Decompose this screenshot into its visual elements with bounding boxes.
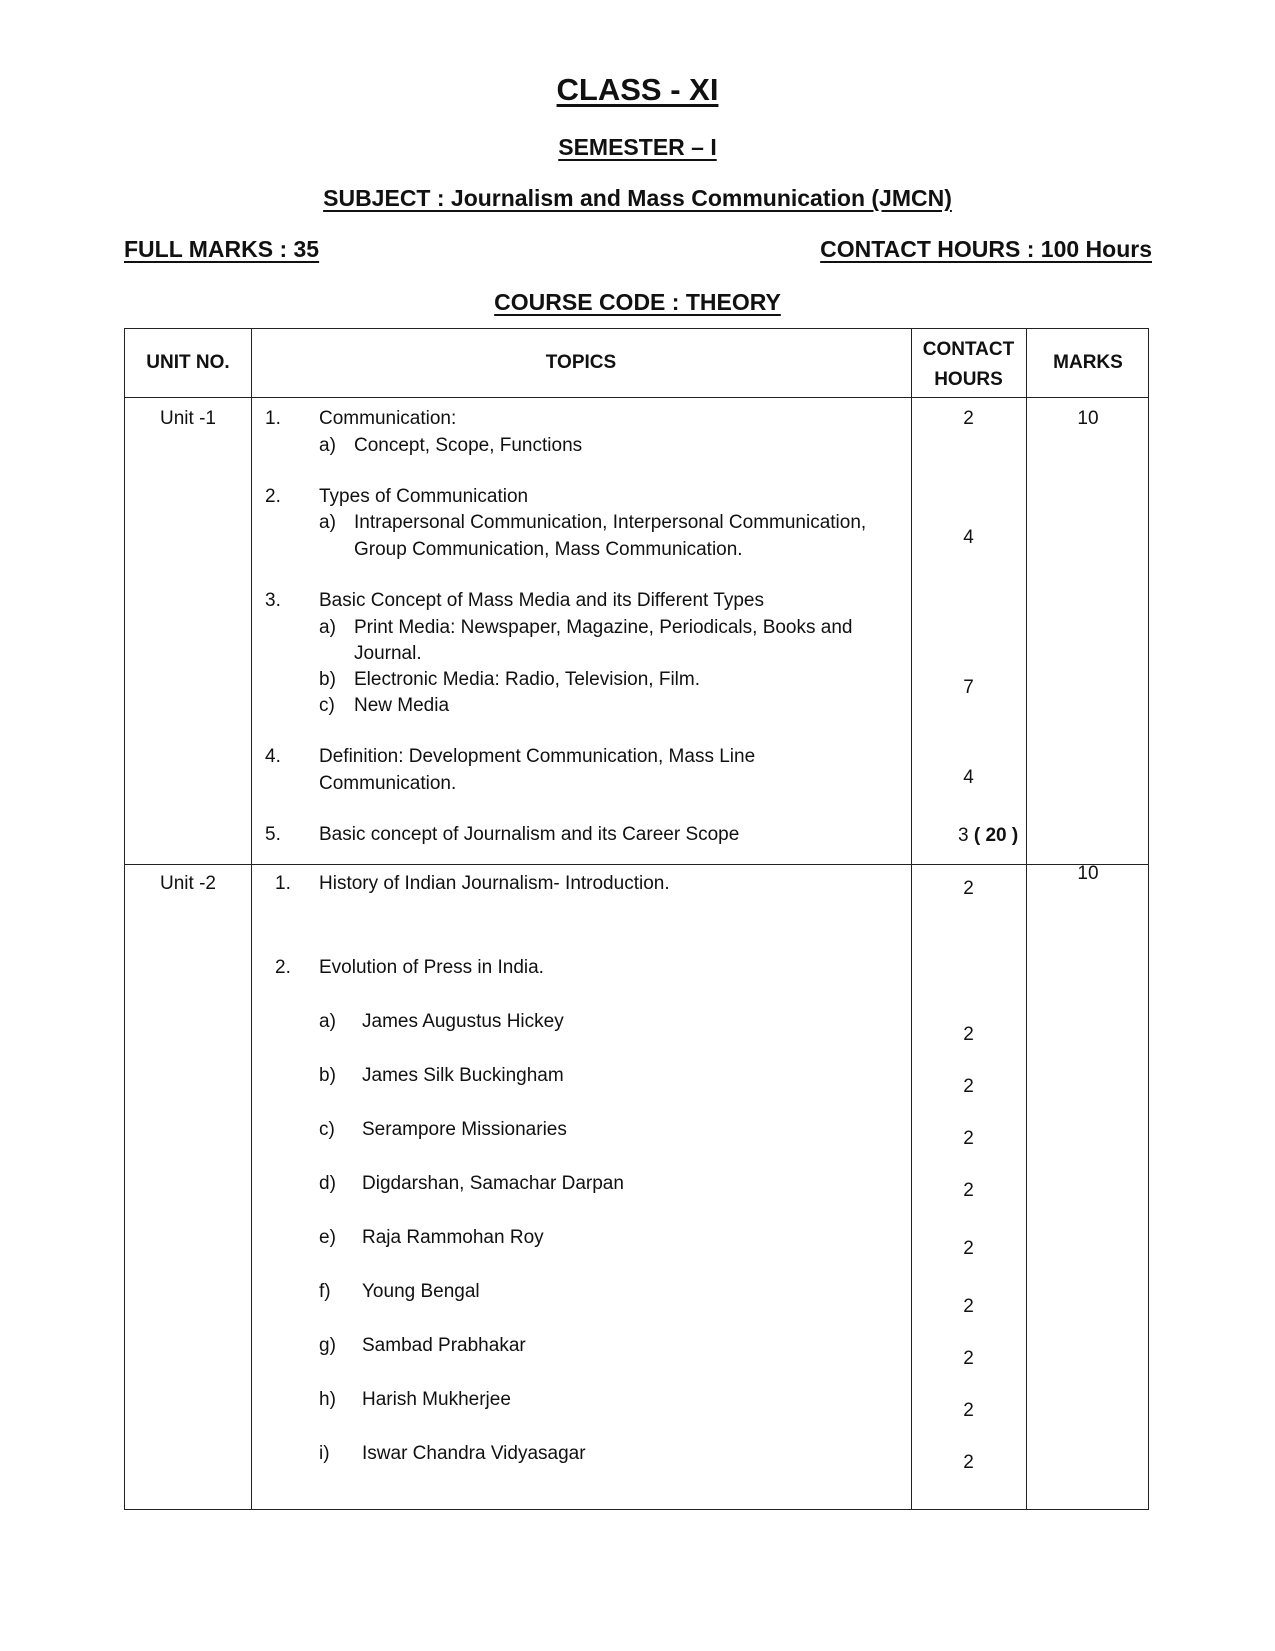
sub-topic: James Augustus Hickey	[362, 1011, 564, 1032]
sub-topic: Iswar Chandra Vidyasagar	[362, 1443, 586, 1464]
header-unit-no: UNIT NO.	[146, 352, 230, 373]
semester-heading: SEMESTER – I	[558, 134, 717, 160]
sub-letter: a)	[319, 1011, 336, 1032]
unit-1-marks: 10	[1077, 408, 1099, 429]
contact-hours-value: 2	[963, 408, 974, 429]
contact-hours-value: 3 ( 20 )	[958, 825, 1019, 846]
sub-topic: Concept, Scope, Functions	[354, 435, 583, 456]
topic-number: 1.	[265, 408, 281, 429]
contact-hours-value: 2	[963, 1238, 974, 1259]
sub-letter: c)	[319, 1119, 335, 1140]
header-marks: MARKS	[1053, 352, 1123, 373]
sub-letter: i)	[319, 1443, 330, 1464]
header-divider	[125, 397, 1148, 398]
sub-letter: d)	[319, 1173, 336, 1194]
sub-letter: h)	[319, 1389, 336, 1410]
topic-title: Communication.	[319, 773, 457, 794]
contact-hours-value: 2	[963, 878, 974, 899]
contact-hours-value: 2	[963, 1400, 974, 1421]
sub-topic: Print Media: Newspaper, Magazine, Periodicals, Books and	[354, 617, 853, 638]
sub-letter: a)	[319, 617, 336, 638]
sub-topic: Young Bengal	[362, 1281, 480, 1302]
sub-topic: James Silk Buckingham	[362, 1065, 564, 1086]
topic-number: 3.	[265, 590, 281, 611]
sub-letter: a)	[319, 512, 336, 533]
sub-topic: New Media	[354, 695, 450, 716]
sub-topic: Sambad Prabhakar	[362, 1335, 526, 1356]
sub-topic: Harish Mukherjee	[362, 1389, 511, 1410]
sub-letter: a)	[319, 435, 336, 456]
sub-letter: e)	[319, 1227, 336, 1248]
topic-title: Evolution of Press in India.	[319, 957, 544, 978]
contact-hours-value: 4	[963, 527, 974, 548]
unit-2-label: Unit -2	[160, 873, 216, 894]
contact-hours-subtotal: ( 20 )	[973, 825, 1019, 846]
sub-topic: Journal.	[354, 643, 422, 664]
topic-number: 2.	[275, 957, 291, 978]
column-divider	[251, 329, 252, 1509]
contact-hours-value: 2	[963, 1128, 974, 1149]
topic-title: Communication:	[319, 408, 457, 429]
contact-hours-total: CONTACT HOURS : 100 Hours	[820, 236, 1152, 262]
sub-topic: Digdarshan, Samachar Darpan	[362, 1173, 624, 1194]
full-marks: FULL MARKS : 35	[124, 236, 320, 262]
header-contact-hours: CONTACT HOURS	[922, 339, 1015, 390]
topic-title: Definition: Development Communication, Mass Line	[319, 746, 756, 767]
sub-topic: Group Communication, Mass Communication.	[354, 539, 743, 560]
contact-hours-value: 2	[963, 1452, 974, 1473]
column-divider	[911, 329, 912, 1509]
sub-letter: c)	[319, 695, 335, 716]
unit-divider	[125, 864, 1148, 865]
contact-hours-value: 2	[963, 1024, 974, 1045]
unit-1-label: Unit -1	[160, 408, 216, 429]
contact-hours-value: 7	[963, 677, 974, 698]
topic-number: 1.	[275, 873, 291, 894]
sub-topic: Electronic Media: Radio, Television, Film.	[354, 669, 701, 690]
topic-number: 2.	[265, 486, 281, 507]
sub-letter: b)	[319, 1065, 336, 1086]
topic-title: Basic concept of Journalism and its Career Scope	[319, 824, 740, 845]
sub-letter: b)	[319, 669, 336, 690]
header-topics: TOPICS	[545, 352, 617, 373]
topic-title: Basic Concept of Mass Media and its Different Types	[319, 590, 764, 611]
subject-heading: SUBJECT : Journalism and Mass Communication (JMCN)	[323, 185, 952, 211]
syllabus-table	[124, 328, 1149, 1510]
topic-number: 4.	[265, 746, 281, 767]
topic-number: 5.	[265, 824, 281, 845]
sub-topic: Raja Rammohan Roy	[362, 1227, 544, 1248]
sub-letter: g)	[319, 1335, 336, 1356]
sub-letter: f)	[319, 1281, 331, 1302]
sub-topic: Intrapersonal Communication, Interpersonal Communication,	[354, 512, 867, 533]
topic-title: Types of Communication	[319, 486, 529, 507]
column-divider	[1026, 329, 1027, 1509]
sub-topic: Serampore Missionaries	[362, 1119, 567, 1140]
contact-hours-value: 2	[963, 1076, 974, 1097]
class-title: CLASS - XI	[556, 72, 719, 107]
topic-title: History of Indian Journalism- Introduction.	[319, 873, 670, 894]
course-code: COURSE CODE : THEORY	[494, 289, 781, 315]
contact-hours-value: 2	[963, 1296, 974, 1317]
contact-hours-value: 2	[963, 1180, 974, 1201]
contact-hours-value: 4	[963, 767, 974, 788]
contact-hours-value: 2	[963, 1348, 974, 1369]
unit-2-marks: 10	[1077, 863, 1099, 884]
